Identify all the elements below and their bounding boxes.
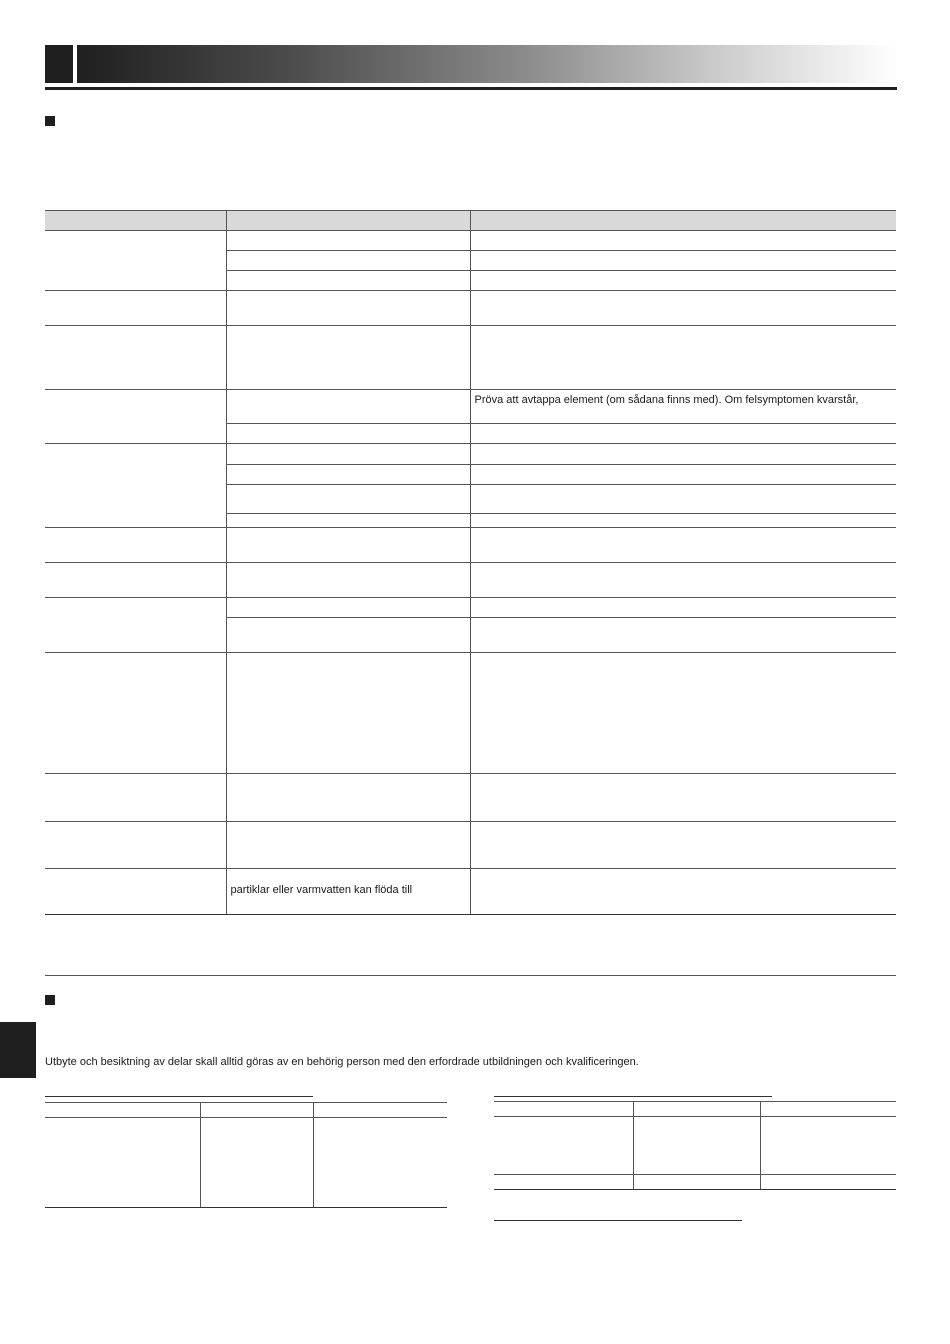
parts-table-left [45, 1102, 447, 1208]
column-header-cause [226, 211, 470, 231]
table-cell [470, 444, 896, 465]
table-cell [45, 1118, 200, 1208]
table-cell [226, 424, 470, 444]
table-cell [760, 1102, 896, 1117]
table-cell [226, 251, 470, 271]
table-cell [470, 774, 896, 822]
table-cell [494, 1117, 633, 1175]
table-cell [470, 251, 896, 271]
table-cell [45, 291, 226, 326]
table-cell [313, 1103, 447, 1118]
table-cell [45, 822, 226, 869]
table-cell [470, 271, 896, 291]
column-header-symptom [45, 211, 226, 231]
table-caption-underline [494, 1096, 772, 1097]
table-cell [470, 485, 896, 514]
particles-text: partiklar eller varmvatten kan flöda till [230, 884, 413, 896]
table-cell [470, 598, 896, 618]
table-cell [226, 869, 470, 915]
table-cell [313, 1118, 447, 1208]
table-cell [494, 1102, 633, 1117]
parts-table-right [494, 1101, 896, 1190]
section-bullet-icon [45, 995, 55, 1005]
table-cell [45, 1103, 200, 1118]
purge-instruction-text: Pröva att avtappa element (om sådana finns med). Om felsymptomen kvarstår, [474, 394, 859, 406]
table-cell [226, 291, 470, 326]
table-cell [45, 444, 226, 528]
table-cell [226, 598, 470, 618]
table-cell [45, 390, 226, 444]
chapter-title-bar [77, 45, 897, 83]
table-cell [633, 1117, 760, 1175]
table-cell [45, 528, 226, 563]
section-bullet-icon [45, 116, 55, 126]
table-cell [470, 390, 896, 424]
column-header-remedy [470, 211, 896, 231]
table-cell [470, 514, 896, 528]
table-cell [470, 424, 896, 444]
table-cell [633, 1175, 760, 1190]
section-divider [45, 975, 896, 976]
maintenance-note: Utbyte och besiktning av delar skall alltid göras av en behörig person med den erfordrade utbildningen och kvalificeringen. [45, 1056, 639, 1068]
table-cell [226, 465, 470, 485]
table-cell [494, 1175, 633, 1190]
table-cell [226, 514, 470, 528]
table-cell [45, 326, 226, 390]
table-cell [226, 618, 470, 653]
table-cell [470, 231, 896, 251]
table-cell [470, 563, 896, 598]
table-cell [226, 326, 470, 390]
table-cell [226, 390, 470, 424]
table-cell [226, 485, 470, 514]
table-cell [760, 1175, 896, 1190]
table-cell [200, 1118, 313, 1208]
table-cell [226, 563, 470, 598]
table-cell [470, 822, 896, 869]
table-cell [226, 774, 470, 822]
table-cell [45, 774, 226, 822]
table-cell [633, 1102, 760, 1117]
chapter-number-block [45, 45, 73, 83]
table-cell [470, 869, 896, 915]
table-cell [45, 598, 226, 653]
table-cell [470, 326, 896, 390]
table-cell [226, 528, 470, 563]
table-cell [470, 618, 896, 653]
troubleshooting-table [45, 210, 896, 915]
table-caption-underline [494, 1220, 742, 1221]
table-cell [226, 231, 470, 251]
table-cell [45, 231, 226, 291]
language-side-tab [0, 1022, 36, 1078]
table-cell [45, 563, 226, 598]
table-cell [226, 822, 470, 869]
table-cell [226, 444, 470, 465]
table-cell [200, 1103, 313, 1118]
table-caption-underline [45, 1096, 313, 1097]
table-cell [470, 465, 896, 485]
table-cell [45, 869, 226, 915]
table-cell [760, 1117, 896, 1175]
table-cell [45, 653, 226, 774]
table-cell [470, 653, 896, 774]
table-cell [226, 271, 470, 291]
table-cell [226, 653, 470, 774]
table-header-row [45, 211, 896, 231]
table-cell [470, 528, 896, 563]
table-cell [470, 291, 896, 326]
header-rule [45, 87, 897, 90]
